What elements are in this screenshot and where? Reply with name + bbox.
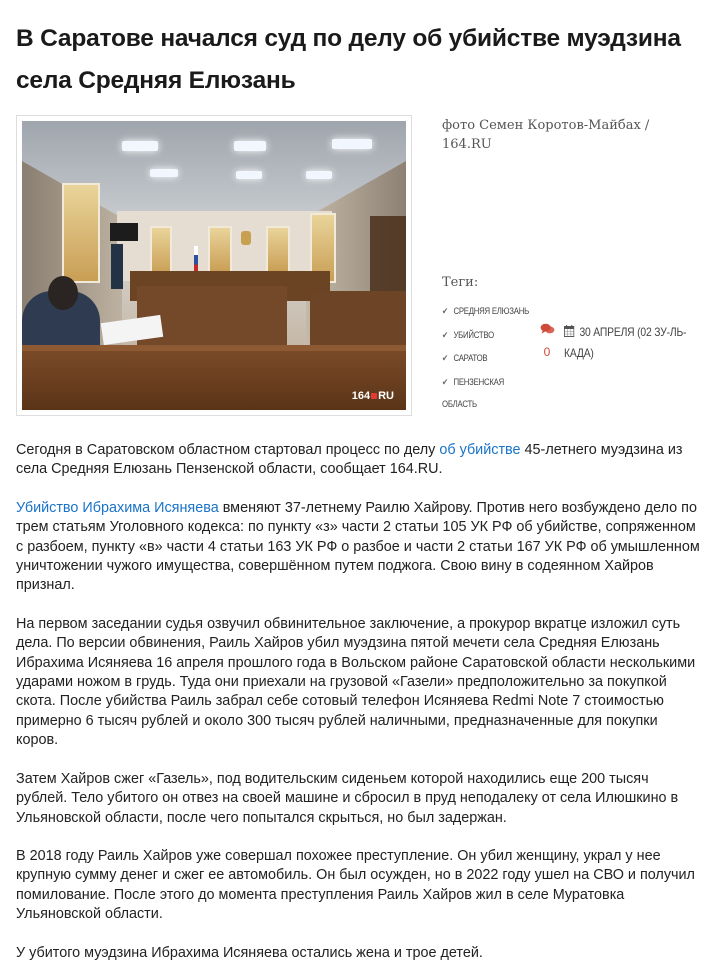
tag-item[interactable] [442,324,524,348]
paragraph-text: вменяют 37-летнему Раилю Хайрову. Против него возбуждено дело по трем статьям Уголовного кодекса: по пункту «з» части 2 статьи 105 УК РФ об убийстве, сопряженном с разбоем, пункту «в» части 4 статьи 163 УК РФ о разбое и части 2 статьи 167 УК РФ об умышленном уничтожении чужого имущества, совершённом путем поджога. Свою вину в содеянном Хайров признал. [16,499,700,594]
murder-link[interactable]: об убийстве [439,442,521,458]
article-paragraph: На первом заседании судья озвучил обвинительное заключение, а прокурор вкратце изложил суть дела. По версии обвинения, Раиль Хайров убил муэдзина пятой мечети села Средняя Елюзань Ибрахима Исяняева 16 апреля прошлого года в Вольском районе Саратовской области несколькими ударами ножом в грудь. Туда они приехали на грузовой «Газели» предположительно за покупкой скота. После убийства Раиль забрал себе сотовый телефон Исяняева Redmi Note 7 стоимостью примерно 6 тысяч рублей и около 300 тысяч рублей наличными, предназначенные для покупки коров. [16,615,696,749]
date-text-continuation: КАДА) [564,346,594,360]
photo-window [150,226,172,276]
photo-tv [110,223,138,241]
article-photo-frame [16,115,412,416]
comments-counter[interactable] [537,323,557,359]
photo-watermark-logo [352,390,394,402]
photo-window [266,226,290,274]
tag-label: ПЕНЗЕНСКАЯ [453,376,504,388]
photo-window [62,183,100,283]
check-icon: ✔ [442,329,448,340]
photo-lamp [122,141,158,151]
check-icon: ✔ [442,376,448,387]
article-body [16,441,702,963]
tag-item[interactable] [442,347,524,371]
photo-person-head [48,276,78,310]
courtroom-photo[interactable] [22,121,406,410]
tag-item[interactable] [442,371,524,395]
comment-count: 0 [543,345,551,359]
article-paragraph [16,441,702,480]
watermark-brand: 164 [351,390,371,402]
paragraph-text: Сегодня в Саратовском областном стартовал процесс по делу [16,442,440,458]
tag-label-continuation[interactable]: ОБЛАСТЬ [442,399,477,411]
photo-lamp [306,171,332,179]
photo-lamp [150,169,178,177]
article-paragraph: У убитого муэдзина Ибрахима Исяняева остались жена и трое детей. [16,944,483,961]
article-title: В Саратове начался суд по делу об убийстве муэдзина села Средняя Елюзань [16,25,681,94]
photo-flag [194,246,198,274]
photo-window [208,226,232,274]
photo-front-desk [22,351,406,410]
comment-icon [540,323,555,335]
calendar-icon [564,325,574,337]
article-paragraph: В 2018 году Раиль Хайров уже совершал похожее преступление. Он убил женщину, украл у нее крупную сумму денег и сжег ее автомобиль. Он был осужден, но в 2022 году ушел на СВО и получил помилование. После этого до момента преступления Раиль Хайров жил в селе Муратовка Ульяновской области. [16,847,695,923]
victim-link[interactable]: Убийство Ибрахима Исяняева [16,499,219,516]
watermark-suffix: RU [378,390,394,402]
check-icon: ✔ [442,306,448,316]
photo-desk [310,291,406,346]
tag-label: САРАТОВ [453,353,488,365]
tags-heading: Теги: [442,275,479,290]
paragraph-text: 45-летнего муэдзина из села Средняя Елюзань Пензенской области, сообщает 164.RU. [16,442,683,478]
tags-list [442,300,542,417]
publish-date [564,322,704,364]
article-paragraph [16,499,702,596]
photo-credit: фото Семен Коротов-Майбах / 164.RU [442,118,650,152]
photo-standing-person [111,244,123,289]
tag-label: УБИЙСТВО [453,329,494,341]
watermark-dot-icon [371,393,377,399]
photo-lamp [332,139,372,149]
photo-lamp [236,171,262,179]
tag-item[interactable] [442,300,529,324]
tag-label: СРЕДНЯЯ ЕЛЮЗАНЬ [453,306,529,317]
article-paragraph: Затем Хайров сжег «Газель», под водительским сиденьем которой находились еще 200 тысяч рублей. Тело убитого он отвез на своей машине и сбросил в пруд неподалеку от села Илюшкино в Ульяновской области, после чего попытался скрыться, но был задержан. [16,770,679,826]
photo-emblem [241,231,251,245]
date-text: 30 АПРЕЛЯ (02 ЗУ-ЛЬ- [579,325,687,339]
check-icon: ✔ [442,353,448,364]
photo-lamp [234,141,266,151]
